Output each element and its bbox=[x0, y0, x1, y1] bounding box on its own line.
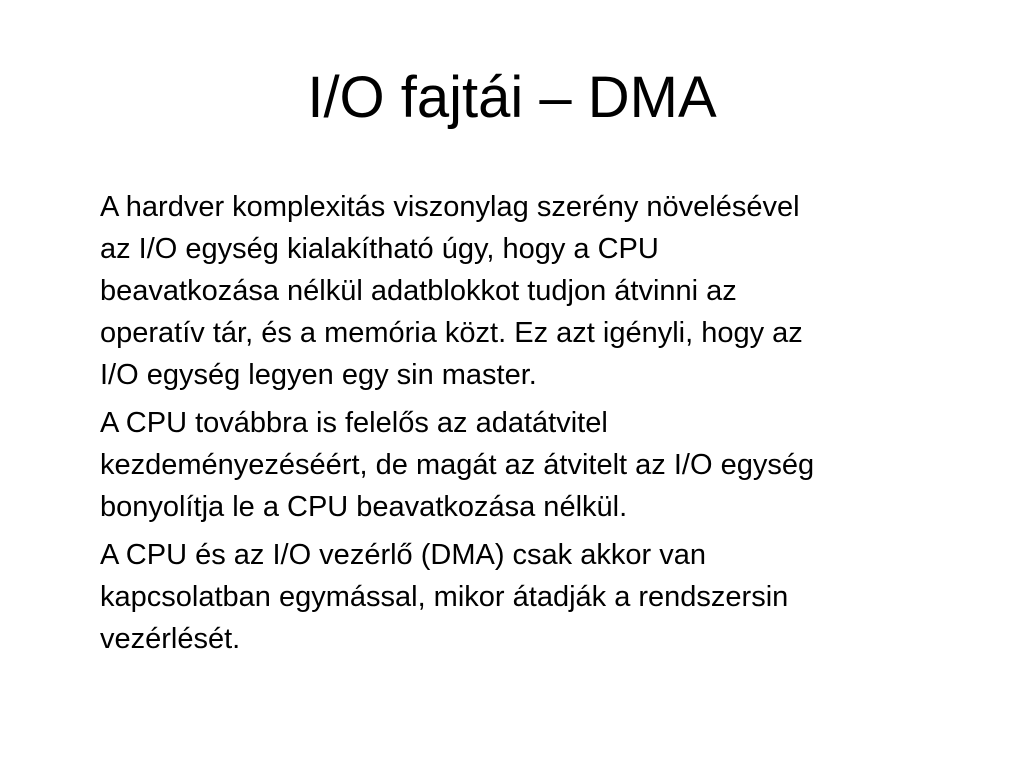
slide-body bbox=[100, 186, 960, 666]
paragraph-1: A hardver komplexitás viszonylag szerény növelésével az I/O egység kialakítható úgy, hogy a CPU beavatkozása nélkül adatblokkot tudjon átvinni az operatív tár, és a memória közt. Ez azt igényli, hogy az I/O egység legyen egy sin master. bbox=[100, 191, 803, 391]
paragraph-2: A CPU továbbra is felelős az adatátvitel kezdeményezéséért, de magát az átvitelt az I/O egység bonyolítja le a CPU beavatkozása nélkül. bbox=[100, 407, 815, 523]
paragraph-3: A CPU és az I/O vezérlő (DMA) csak akkor van kapcsolatban egymással, mikor átadják a rendszersin vezérlését. bbox=[100, 539, 789, 655]
slide-title: I/O fajtái – DMA bbox=[307, 65, 717, 130]
